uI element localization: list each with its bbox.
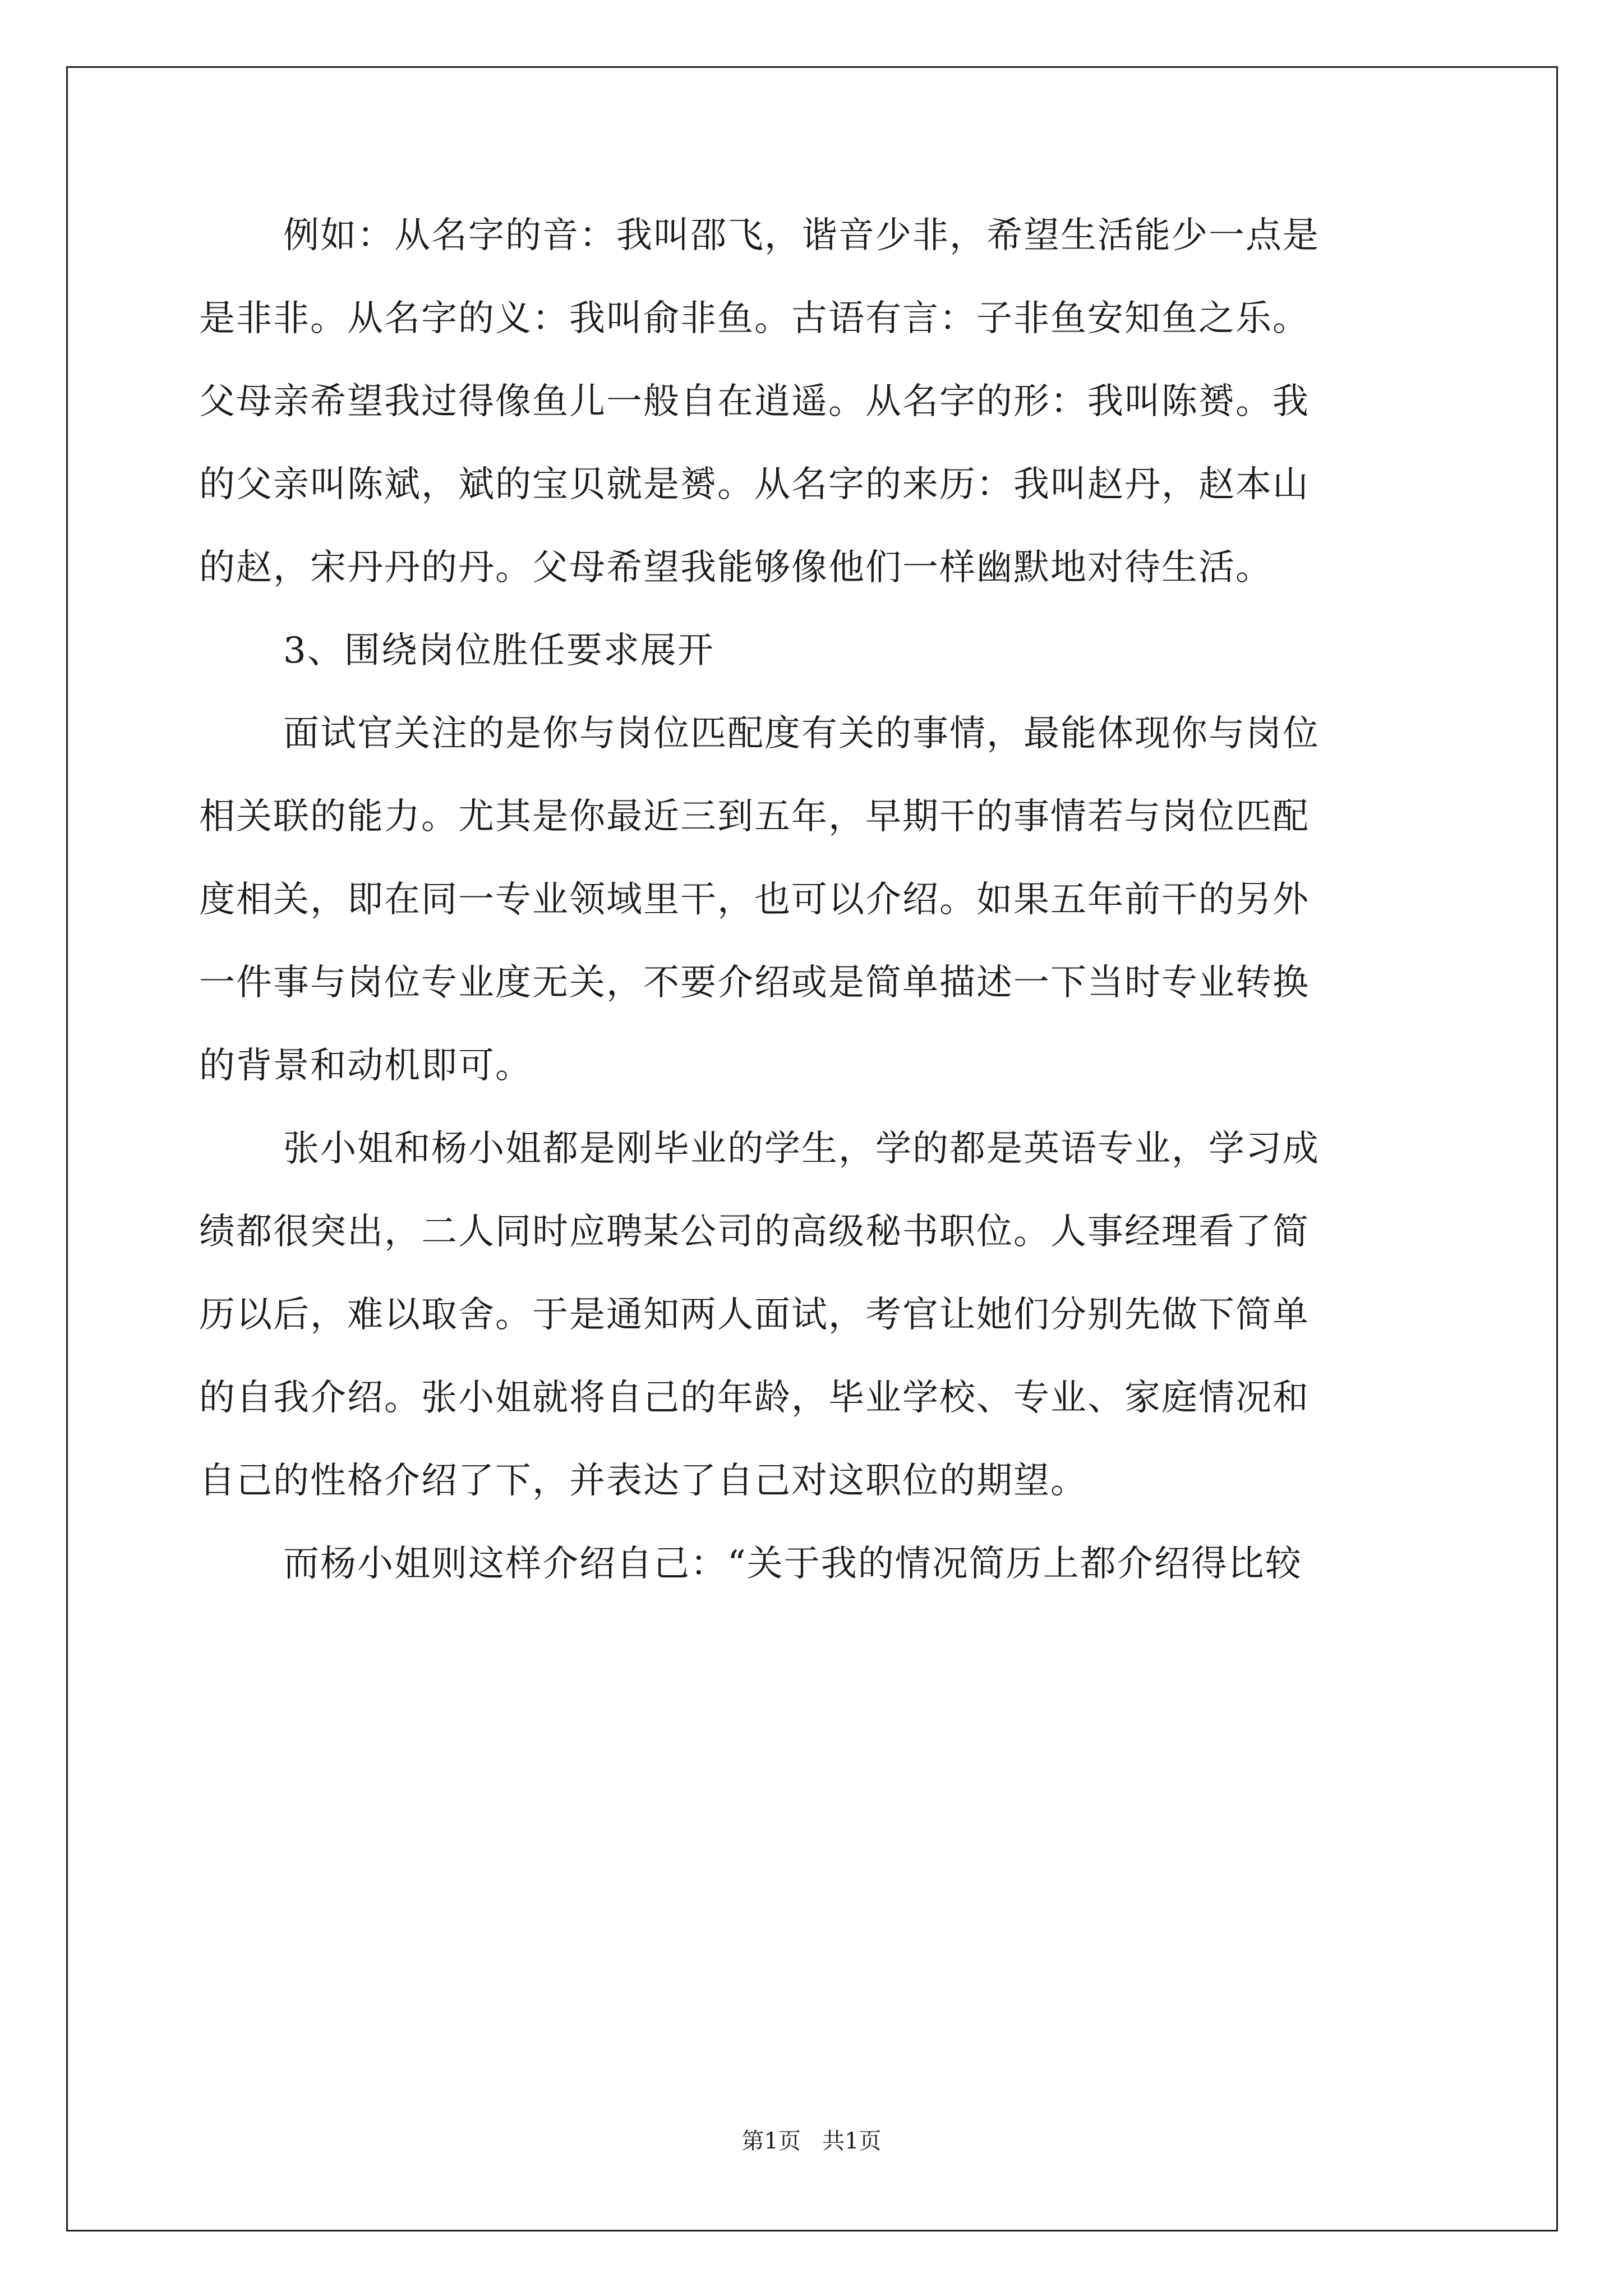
paragraph-line: 自己的性格介绍了下，并表达了自己对这职位的期望。 (199, 1460, 1087, 1502)
paragraph-line: 相关联的能力。尤其是你最近三到五年，早期干的事情若与岗位匹配 (199, 796, 1310, 838)
paragraph-line: 一件事与岗位专业度无关，不要介绍或是简单描述一下当时专业转换 (199, 962, 1310, 1004)
paragraph-line: 而杨小姐则这样介绍自己：“关于我的情况简历上都介绍得比较 (283, 1543, 1302, 1585)
page-number-footer: 第1页 共1页 (741, 2128, 882, 2154)
paragraph-line: 张小姐和杨小姐都是刚毕业的学生，学的都是英语专业，学习成 (283, 1128, 1320, 1170)
paragraph-line: 度相关，即在同一专业领域里干，也可以介绍。如果五年前干的另外 (199, 879, 1310, 921)
paragraph-line: 的赵，宋丹丹的丹。父母希望我能够像他们一样幽默地对待生活。 (199, 547, 1272, 588)
paragraph-line: 是非非。从名字的义：我叫俞非鱼。古语有言：子非鱼安知鱼之乐。 (199, 298, 1310, 339)
section-heading: 3、围绕岗位胜任要求展开 (283, 630, 714, 671)
paragraph-line: 面试官关注的是你与岗位匹配度有关的事情，最能体现你与岗位 (283, 713, 1320, 754)
paragraph-line: 父母亲希望我过得像鱼儿一般自在逍遥。从名字的形：我叫陈赟。我 (199, 381, 1310, 422)
paragraph-line: 的父亲叫陈斌，斌的宝贝就是赟。从名字的来历：我叫赵丹，赵本山 (199, 464, 1310, 505)
paragraph-line: 绩都很突出，二人同时应聘某公司的高级秘书职位。人事经理看了简 (199, 1211, 1310, 1253)
paragraph-line: 历以后，难以取舍。于是通知两人面试，考官让她们分别先做下简单 (199, 1294, 1310, 1336)
paragraph-line: 的背景和动机即可。 (199, 1045, 532, 1087)
paragraph-line: 的自我介绍。张小姐就将自己的年龄，毕业学校、专业、家庭情况和 (199, 1377, 1310, 1419)
paragraph-line: 例如：从名字的音：我叫邵飞，谐音少非，希望生活能少一点是 (283, 215, 1320, 256)
